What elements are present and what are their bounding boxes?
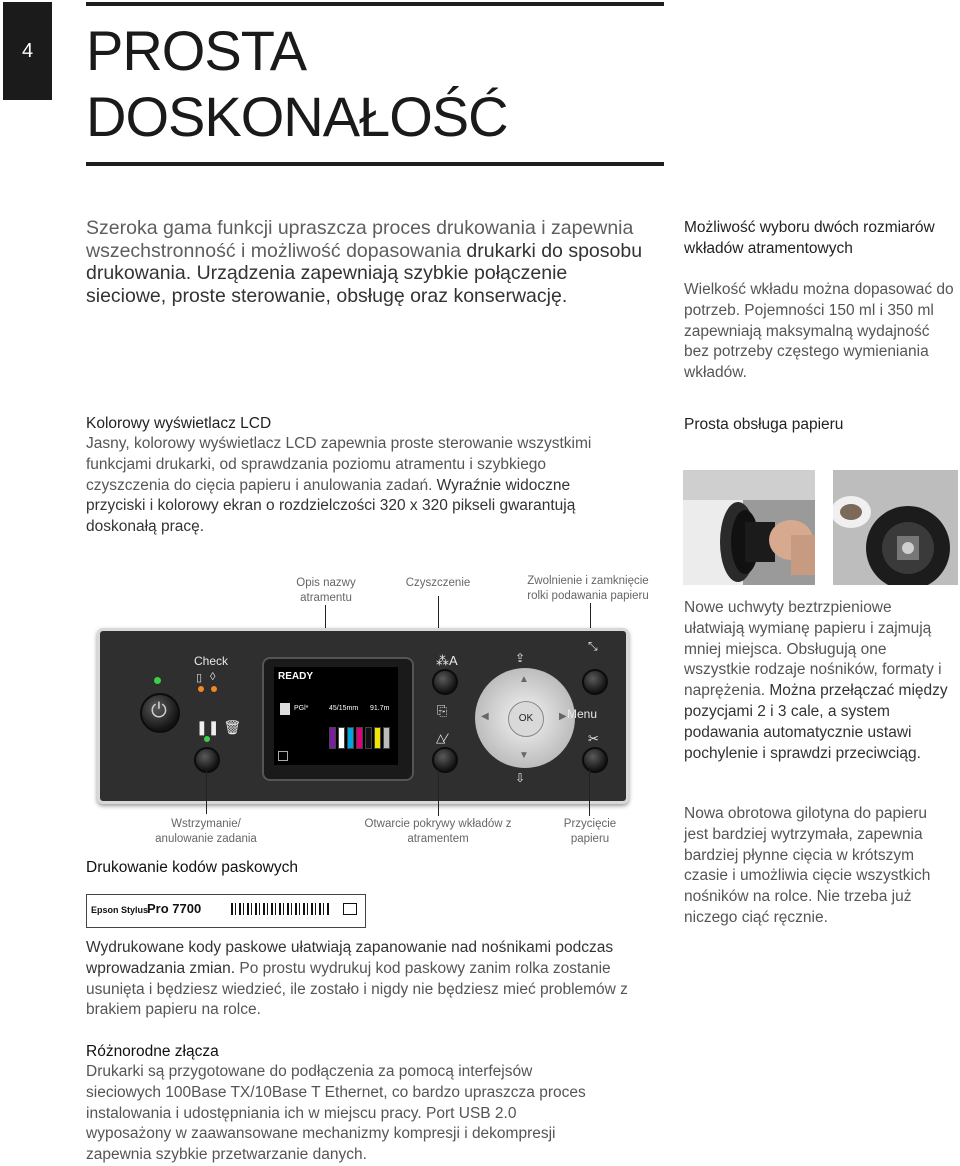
callout-release: Zwolnienie i zamknięcie rolki podawania papieru	[527, 575, 649, 602]
lcd-size-2: 91.7m	[370, 705, 390, 712]
down-arrow-icon: ▼	[519, 750, 529, 761]
cleaning-button[interactable]	[432, 669, 458, 695]
barcode-model: Pro 7700	[147, 901, 202, 916]
check-leds	[196, 671, 236, 683]
ink-level-bar	[329, 727, 336, 749]
barcode-tail	[343, 903, 357, 915]
navigation-dpad[interactable]	[475, 668, 575, 768]
ink-cover-icon: ⎘	[437, 703, 448, 718]
title-rule	[86, 162, 664, 166]
leader-pause	[206, 770, 207, 814]
check-led-1	[198, 686, 204, 692]
feed-down-icon: ⇩	[515, 771, 526, 785]
pause-cancel-button[interactable]	[194, 747, 220, 773]
power-button[interactable]	[140, 693, 180, 733]
paper-cut-button[interactable]	[582, 747, 608, 773]
paper-body-dark: Można przełączać między pozycjami 2 i 3 cale, a system podawania automatycznie ustawi pochylenie i sprawdzi przeciwciąg.	[684, 682, 948, 762]
ink-level-bar	[365, 727, 372, 749]
lcd-status: READY	[278, 671, 314, 682]
cover-open-icon: △⁄	[436, 731, 448, 745]
callout-cleaning: Czyszczenie	[405, 577, 471, 589]
intro-part-2: drukarki do sposobu drukowania. Urządzenia zapewniają szybkie połączenie sieciowe, proste sterowanie, obsługę oraz konserwację.	[86, 239, 643, 307]
callout-pause: Wstrzymanie/ anulowanie zadania	[155, 818, 257, 845]
paper-body	[684, 598, 954, 764]
title-line-1: PROSTA	[86, 19, 307, 82]
ink-sizes-heading: Możliwość wyboru dwóch rozmiarów wkładów atramentowych	[684, 219, 935, 257]
ports-body: Drukarki są przygotowane do podłączenia za pomocą interfejsów sieciowych 100Base TX/10Base T Ethernet, co bardzo upraszcza proces instalowania i udostępniania ich w miejscu pracy. Port USB 2.0 wyposażony w zaawansowane mechanizmy kompresji i dekompresji zapewnia szybkie przetwarzanie danych.	[86, 1063, 586, 1164]
ink-level-bar	[374, 727, 381, 749]
lcd-body	[86, 434, 631, 538]
lcd-body-dark: Wyraźnie widoczne przyciski i kolorowy ekran o rozdzielczości 320 x 320 pikseli gwarantują doskonałą pracę.	[86, 476, 576, 536]
ok-button[interactable]: OK	[508, 701, 544, 737]
ink-level-bars	[329, 719, 391, 749]
ports-heading: Różnorodne złącza	[86, 1043, 219, 1060]
ink-drop-icon: ◊	[210, 671, 216, 683]
paper-spindle-illustration	[833, 470, 958, 585]
feed-up-icon: ⇪	[515, 651, 526, 665]
ink-cover-button[interactable]	[432, 747, 458, 773]
cleaning-icon: ⁂A	[436, 653, 458, 668]
leader-cover	[438, 770, 439, 816]
roll-release-icon: ⤡	[588, 639, 598, 653]
paper-holder-illustration	[683, 470, 815, 585]
printer-control-panel	[97, 628, 629, 804]
lcd-heading: Kolorowy wyświetlacz LCD	[86, 415, 272, 432]
page-number: 4	[3, 2, 52, 100]
barcode-brand: Epson Stylus	[91, 905, 149, 915]
leader-cut	[589, 770, 590, 816]
paper-spindle-photo	[833, 470, 958, 585]
barcode-sample	[86, 894, 366, 928]
cutter-body: Nowa obrotowa gilotyna do papieru jest bardziej wytrzymała, zapewnia bardziej płynne cięcia w krótszym czasie i umożliwia cięcie wszystkich nośników na rolce. Nie trzeba już niczego ciąć ręcznie.	[684, 805, 931, 926]
lcd-paper-icon	[280, 703, 290, 715]
title-line-2: DOSKONAŁOŚĆ	[86, 85, 508, 148]
scissors-icon: ✂	[588, 731, 599, 746]
lcd-size-1: 45/15mm	[329, 705, 359, 712]
ink-level-bar	[356, 727, 363, 749]
ink-level-bar	[338, 727, 345, 749]
right-arrow-icon: ▶	[559, 711, 567, 722]
barcode-body-dark: Wydrukowane kody paskowe ułatwiają zapanowanie nad nośnikami podczas wprowadzania zmian.	[86, 939, 614, 977]
paper-icon: ▯	[196, 672, 203, 684]
page-title	[86, 18, 508, 150]
callout-cut: Przycięcie papieru	[563, 818, 617, 845]
roll-release-button[interactable]	[582, 669, 608, 695]
lcd-body-light: Jasny, kolorowy wyświetlacz LCD zapewnia proste sterowanie wszystkimi funkcjami drukarki, od sprawdzania poziomu atramentu i szybkiego czyszczenia do cięcia papieru i anulowania zadań.	[86, 435, 592, 494]
paper-holder-photo	[683, 470, 815, 585]
barcode-stripes	[231, 903, 331, 915]
lcd-screen	[274, 667, 398, 765]
check-label: Check	[194, 654, 229, 668]
power-led	[154, 677, 161, 684]
callout-cover: Otwarcie pokrywy wkładów z atramentem	[364, 818, 512, 845]
power-icon: ⏻	[151, 700, 167, 722]
lcd-status-icon	[278, 751, 288, 761]
lcd-paper-type: PGl*	[294, 705, 309, 712]
pause-cancel-icon: ❚❚ 🗑	[196, 719, 242, 735]
up-arrow-icon: ▲	[519, 674, 529, 685]
ink-level-bar	[383, 727, 390, 749]
ink-sizes-body: Wielkość wkładu można dopasować do potrzeb. Pojemności 150 ml i 350 ml zapewniają maksymalną wydajność bez potrzeby częstego wymieniania wkładów.	[684, 281, 954, 382]
menu-label: Menu	[567, 707, 598, 721]
pause-led	[204, 736, 210, 742]
intro-part-1: Szeroka gama funkcji upraszcza proces drukowania i zapewnia wszechstronność i możliwość dopasowania	[86, 217, 634, 262]
check-led-2	[211, 686, 217, 692]
barcode-body	[86, 938, 631, 1021]
barcode-heading: Drukowanie kodów paskowych	[86, 859, 298, 876]
top-rule	[86, 2, 664, 6]
intro-paragraph	[86, 217, 646, 307]
left-arrow-icon: ◀	[481, 711, 489, 722]
barcode-body-light: Po prostu wydrukuj kod paskowy zanim rolka zostanie usunięta i będziesz wiedzieć, ile zostało i nigdy nie będziesz mieć problemów z brakiem papieru na rolce.	[86, 959, 628, 1019]
lcd-frame	[262, 657, 414, 781]
paper-heading: Prosta obsługa papieru	[684, 416, 844, 433]
ink-level-bar	[347, 727, 354, 749]
paper-body-light: Nowe uchwyty beztrzpieniowe ułatwiają wymianę papieru i zajmują mniej miejsca. Obsługują one wszystkie rodzaje nośników, formaty i naprężenia.	[684, 599, 942, 700]
callout-ink-name: Opis nazwy atramentu	[296, 577, 356, 604]
